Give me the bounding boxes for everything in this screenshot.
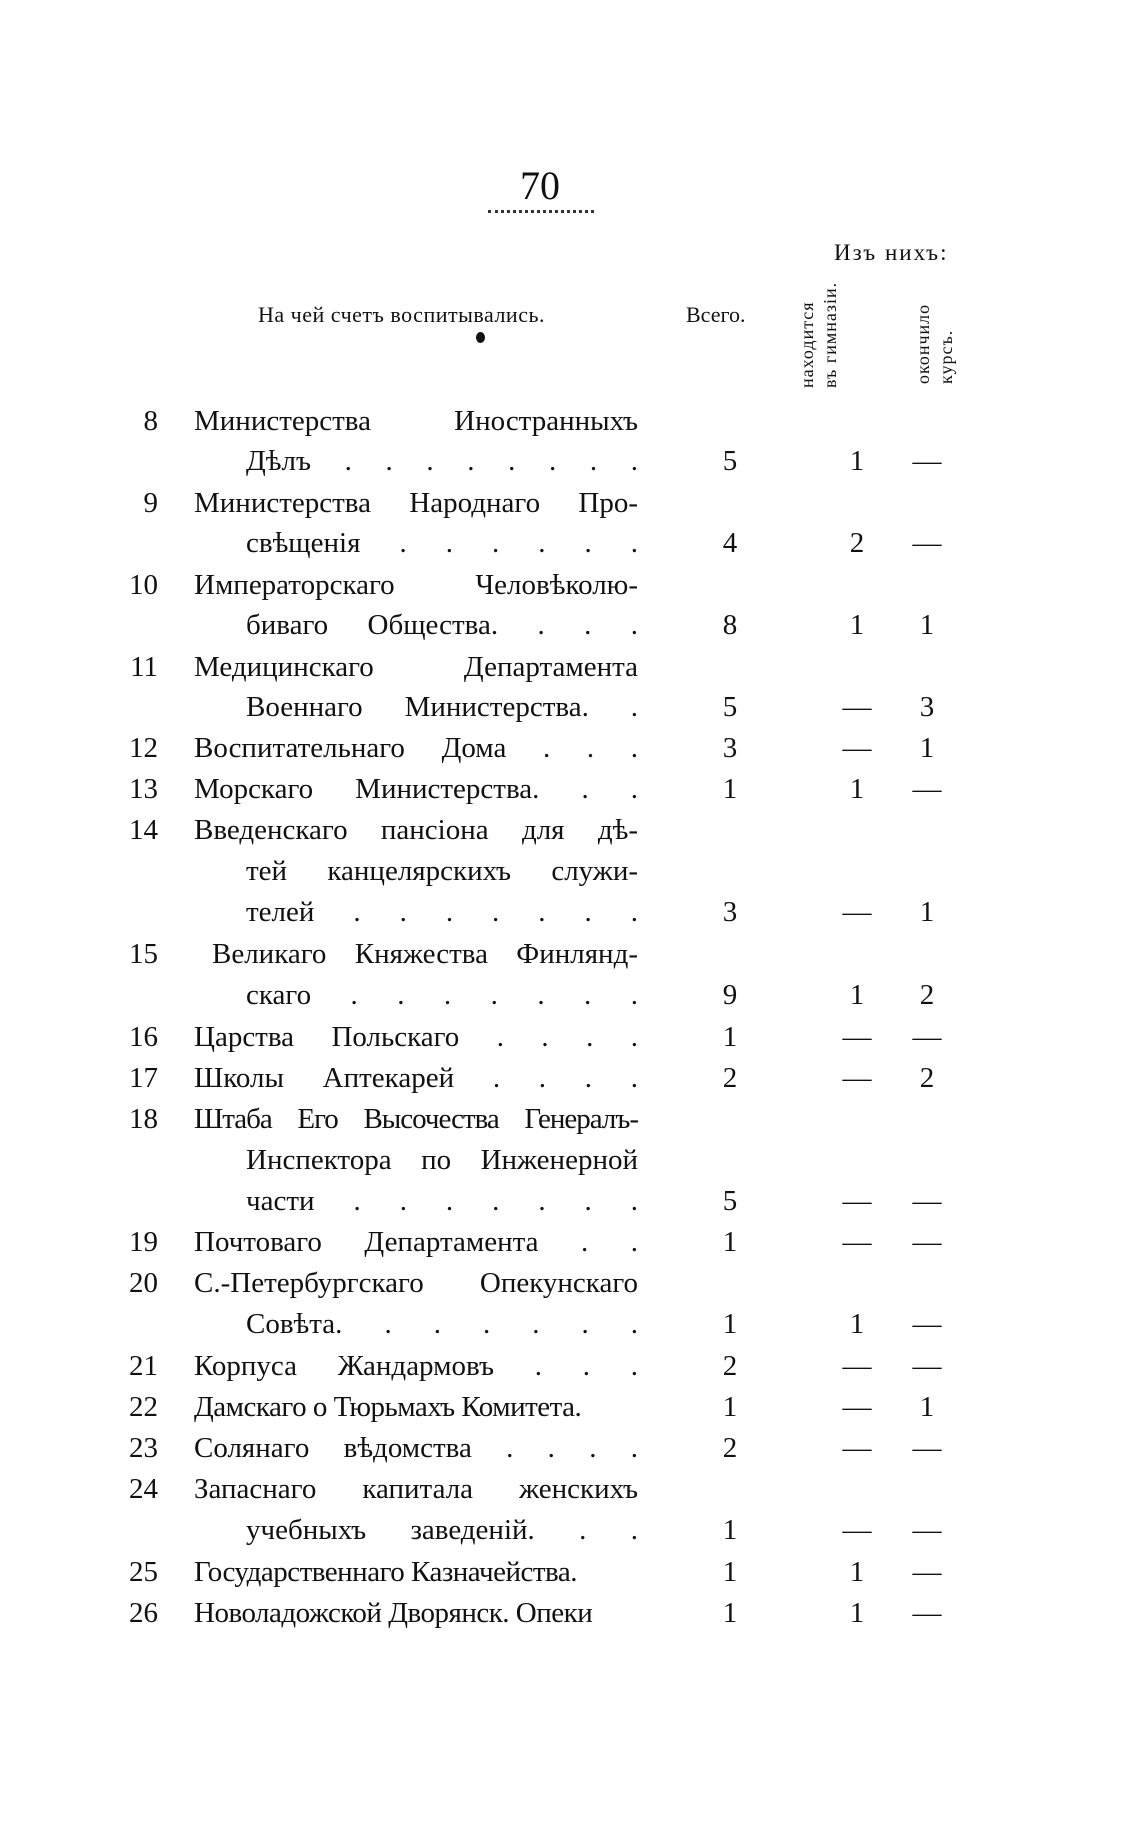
- row-total: 4: [722, 527, 738, 559]
- table-row: [0, 1263, 1140, 1303]
- row-name-line: Корпуса Жандармовъ . . .: [194, 1350, 638, 1382]
- row-total: 3: [722, 732, 738, 764]
- row-in-school: 1: [849, 445, 865, 477]
- row-name-line: Государственнаго Казначейства.: [194, 1556, 577, 1588]
- table-row: [0, 1304, 1140, 1344]
- row-total: 1: [722, 1597, 738, 1629]
- row-in-school: 1: [849, 773, 865, 805]
- table-row: [0, 1387, 1140, 1427]
- row-finished: —: [912, 1556, 942, 1588]
- row-total: 9: [722, 979, 738, 1011]
- row-total: 2: [722, 1350, 738, 1382]
- row-total: 2: [722, 1062, 738, 1094]
- row-in-school: —: [842, 1514, 872, 1546]
- row-name-line: Запаснаго капитала женскихъ: [194, 1473, 638, 1505]
- table-row: [0, 401, 1140, 441]
- row-in-school: 1: [849, 979, 865, 1011]
- table-row: [0, 1140, 1140, 1180]
- row-total: 1: [722, 1021, 738, 1053]
- table-row: [0, 1469, 1140, 1509]
- row-name-line: Новоладожской Дворянск. Опеки: [194, 1597, 593, 1629]
- table-row: [0, 1346, 1140, 1386]
- row-finished: —: [912, 1308, 942, 1340]
- table-row: [0, 810, 1140, 850]
- row-in-school: 1: [849, 1556, 865, 1588]
- row-number: 25: [129, 1556, 158, 1588]
- table-row: [0, 483, 1140, 523]
- row-in-school: —: [842, 1062, 872, 1094]
- table-row: [0, 687, 1140, 727]
- row-name-line: Великаго Княжества Финлянд-: [212, 938, 638, 970]
- table-row: [0, 565, 1140, 605]
- row-name-line: Медицинскаго Департамента: [194, 651, 638, 683]
- row-finished: —: [912, 445, 942, 477]
- row-total: 8: [722, 609, 738, 641]
- row-total: 1: [722, 1556, 738, 1588]
- row-name-line: Министерства Народнаго Про-: [194, 487, 638, 519]
- table-row: [0, 1510, 1140, 1550]
- row-name-line: Министерства Иностранныхъ: [194, 405, 638, 437]
- row-name-line: скаго . . . . . . .: [246, 979, 638, 1011]
- row-name-line: Совѣта. . . . . . .: [246, 1308, 638, 1340]
- row-finished: 1: [919, 609, 935, 641]
- table-row: [0, 934, 1140, 974]
- row-finished: 2: [919, 979, 935, 1011]
- row-total: 5: [722, 691, 738, 723]
- row-name-line: Штаба Его Высочества Генералъ-: [194, 1103, 638, 1135]
- row-in-school: —: [842, 1185, 872, 1217]
- row-name-line: Дамскаго о Тюрьмахъ Комитета.: [194, 1391, 582, 1423]
- row-name-line: Императорскаго Человѣколю-: [194, 569, 638, 601]
- table-row: [0, 1222, 1140, 1262]
- header-source-label: На чей счетъ воспитывались.: [258, 302, 545, 327]
- row-number: 18: [129, 1103, 158, 1135]
- row-number: 21: [129, 1350, 158, 1382]
- row-total: 1: [722, 773, 738, 805]
- row-finished: 1: [919, 1391, 935, 1423]
- row-name-line: Царства Польскаго . . . .: [194, 1021, 638, 1053]
- row-finished: —: [912, 773, 942, 805]
- row-finished: 3: [919, 691, 935, 723]
- row-in-school: 1: [849, 1597, 865, 1629]
- table-row: [0, 1428, 1140, 1468]
- row-in-school: —: [842, 732, 872, 764]
- row-total: 5: [722, 1185, 738, 1217]
- row-number: 15: [129, 938, 158, 970]
- row-name-line: Морскаго Министерства. . .: [194, 773, 638, 805]
- table-row: [0, 1017, 1140, 1057]
- row-in-school: —: [842, 1432, 872, 1464]
- row-name-line: учебныхъ заведеній. . .: [246, 1514, 638, 1546]
- table-row: [0, 523, 1140, 563]
- row-finished: —: [912, 1185, 942, 1217]
- row-in-school: —: [842, 896, 872, 928]
- row-in-school: —: [842, 691, 872, 723]
- header-total-label: Всего.: [686, 302, 746, 327]
- row-number: 17: [129, 1062, 158, 1094]
- row-total: 3: [722, 896, 738, 928]
- row-in-school: —: [842, 1021, 872, 1053]
- row-number: 26: [129, 1597, 158, 1629]
- table-row: [0, 605, 1140, 645]
- table-row: [0, 1593, 1140, 1633]
- row-in-school: —: [842, 1391, 872, 1423]
- table-row: [0, 728, 1140, 768]
- row-in-school: —: [842, 1350, 872, 1382]
- row-name-line: Дѣлъ . . . . . . . .: [246, 445, 638, 477]
- row-total: 1: [722, 1308, 738, 1340]
- row-name-line: Введенскаго пансіона для дѣ-: [194, 814, 638, 846]
- row-total: 5: [722, 445, 738, 477]
- row-finished: —: [912, 527, 942, 559]
- row-number: 9: [143, 487, 158, 519]
- header-in-school-label: находится въ гимназіи.: [797, 281, 840, 388]
- row-number: 14: [129, 814, 158, 846]
- page-number: 70: [520, 163, 560, 208]
- row-name-line: свѣщенія . . . . . .: [246, 527, 638, 559]
- row-number: 19: [129, 1226, 158, 1258]
- table-row: [0, 647, 1140, 687]
- table-row: [0, 1552, 1140, 1592]
- row-name-line: Почтоваго Департамента . .: [194, 1226, 638, 1258]
- row-finished: 1: [919, 896, 935, 928]
- table-row: [0, 1058, 1140, 1098]
- row-number: 12: [129, 732, 158, 764]
- row-name-line: тей канцелярскихъ служи-: [246, 855, 638, 887]
- header-finished-label: окончило курсъ.: [913, 303, 956, 384]
- row-in-school: —: [842, 1226, 872, 1258]
- row-finished: 1: [919, 732, 935, 764]
- table-row: [0, 975, 1140, 1015]
- bullet-mark: [476, 332, 485, 343]
- table-row: [0, 1181, 1140, 1221]
- row-finished: —: [912, 1226, 942, 1258]
- row-total: 1: [722, 1514, 738, 1546]
- row-number: 8: [143, 405, 158, 437]
- row-total: 2: [722, 1432, 738, 1464]
- table-row: [0, 769, 1140, 809]
- row-name-line: биваго Общества. . . .: [246, 609, 638, 641]
- table-row: [0, 851, 1140, 891]
- row-name-line: телей . . . . . . .: [246, 896, 638, 928]
- row-number: 11: [130, 651, 158, 683]
- row-number: 16: [129, 1021, 158, 1053]
- row-number: 13: [129, 773, 158, 805]
- header-group-label: Изъ нихъ:: [834, 240, 949, 265]
- row-finished: —: [912, 1350, 942, 1382]
- row-name-line: С.-Петербургскаго Опекунскаго: [194, 1267, 638, 1299]
- row-total: 1: [722, 1226, 738, 1258]
- row-name-line: Воспитательнаго Дома . . .: [194, 732, 638, 764]
- row-name-line: Школы Аптекарей . . . .: [194, 1062, 638, 1094]
- row-finished: —: [912, 1432, 942, 1464]
- row-name-line: Военнаго Министерства. .: [246, 691, 638, 723]
- row-number: 20: [129, 1267, 158, 1299]
- row-finished: —: [912, 1597, 942, 1629]
- row-number: 22: [129, 1391, 158, 1423]
- table-row: [0, 892, 1140, 932]
- table-row: [0, 441, 1140, 481]
- row-number: 24: [129, 1473, 158, 1505]
- page-number-rule: [488, 210, 594, 213]
- row-in-school: 1: [849, 1308, 865, 1340]
- row-in-school: 2: [849, 527, 865, 559]
- row-name-line: Солянаго вѣдомства . . . .: [194, 1432, 638, 1464]
- row-number: 23: [129, 1432, 158, 1464]
- table-row: [0, 1099, 1140, 1139]
- row-name-line: части . . . . . . .: [246, 1185, 638, 1217]
- row-total: 1: [722, 1391, 738, 1423]
- row-finished: 2: [919, 1062, 935, 1094]
- row-name-line: Инспектора по Инженерной: [246, 1144, 638, 1176]
- row-finished: —: [912, 1021, 942, 1053]
- row-finished: —: [912, 1514, 942, 1546]
- row-in-school: 1: [849, 609, 865, 641]
- row-number: 10: [129, 569, 158, 601]
